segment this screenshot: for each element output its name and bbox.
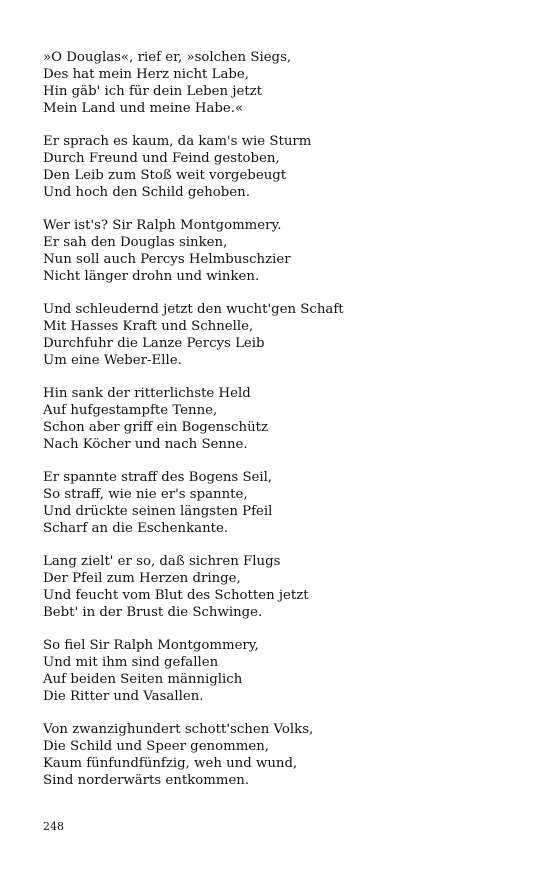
verse-line: Und drückte seinen längsten Pfeil <box>43 504 273 519</box>
verse-line: Bebt' in der Brust die Schwinge. <box>43 605 263 620</box>
verse-line: Nun soll auch Percys Helmbuschzier <box>43 252 291 267</box>
verse-line: Des hat mein Herz nicht Labe, <box>43 67 249 82</box>
verse-line: Lang zielt' er so, daß sichren Flugs <box>43 554 281 569</box>
verse-line: Und hoch den Schild gehoben. <box>43 185 250 200</box>
verse-line: Kaum fünfundfünfzig, weh und wund, <box>43 756 298 771</box>
verse-line: Nach Köcher und nach Senne. <box>43 437 248 452</box>
stanza-5 <box>43 385 513 453</box>
verse-line: So fiel Sir Ralph Montgommery, <box>43 638 259 653</box>
verse-line: Die Ritter und Vasallen. <box>43 689 204 704</box>
verse-line: Und feucht vom Blut des Schotten jetzt <box>43 588 309 603</box>
verse-line: Durchfuhr die Lanze Percys Leib <box>43 336 265 351</box>
page-number: 248 <box>43 820 64 833</box>
verse-line: Durch Freund und Feind gestoben, <box>43 151 280 166</box>
verse-line: Die Schild und Speer genommen, <box>43 739 270 754</box>
verse-line: Mit Hasses Kraft und Schnelle, <box>43 319 254 334</box>
verse-line: Er sah den Douglas sinken, <box>43 235 228 250</box>
verse-line: Schon aber griff ein Bogenschütz <box>43 420 268 435</box>
stanza-6 <box>43 469 513 537</box>
verse-line: Und schleudernd jetzt den wucht'gen Schaft <box>43 302 344 317</box>
stanza-4 <box>43 301 513 369</box>
verse-line: Der Pfeil zum Herzen dringe, <box>43 571 241 586</box>
verse-line: Hin gäb' ich für dein Leben jetzt <box>43 84 263 99</box>
verse-line: Wer ist's? Sir Ralph Montgommery. <box>43 218 282 233</box>
verse-line: Mein Land und meine Habe.« <box>43 101 244 116</box>
verse-line: Und mit ihm sind gefallen <box>43 655 219 670</box>
verse-line: Er spannte straff des Bogens Seil, <box>43 470 273 485</box>
verse-line: Scharf an die Eschenkante. <box>43 521 229 536</box>
stanza-3 <box>43 217 513 285</box>
poem-body <box>43 49 513 805</box>
stanza-9 <box>43 721 513 789</box>
stanza-8 <box>43 637 513 705</box>
verse-line: Nicht länger drohn und winken. <box>43 269 260 284</box>
verse-line: Er sprach es kaum, da kam's wie Sturm <box>43 134 312 149</box>
verse-line: Auf beiden Seiten männiglich <box>43 672 243 687</box>
verse-line: Von zwanzighundert schott'schen Volks, <box>43 722 314 737</box>
verse-line: Auf hufgestampfte Tenne, <box>43 403 218 418</box>
verse-line: Sind norderwärts entkommen. <box>43 773 250 788</box>
verse-line: »O Douglas«, rief er, »solchen Siegs, <box>43 50 292 65</box>
stanza-1 <box>43 49 513 117</box>
verse-line: Hin sank der ritterlichste Held <box>43 386 251 401</box>
stanza-7 <box>43 553 513 621</box>
verse-line: So straff, wie nie er's spannte, <box>43 487 248 502</box>
verse-line: Den Leib zum Stoß weit vorgebeugt <box>43 168 287 183</box>
verse-line: Um eine Weber-Elle. <box>43 353 182 368</box>
stanza-2 <box>43 133 513 201</box>
